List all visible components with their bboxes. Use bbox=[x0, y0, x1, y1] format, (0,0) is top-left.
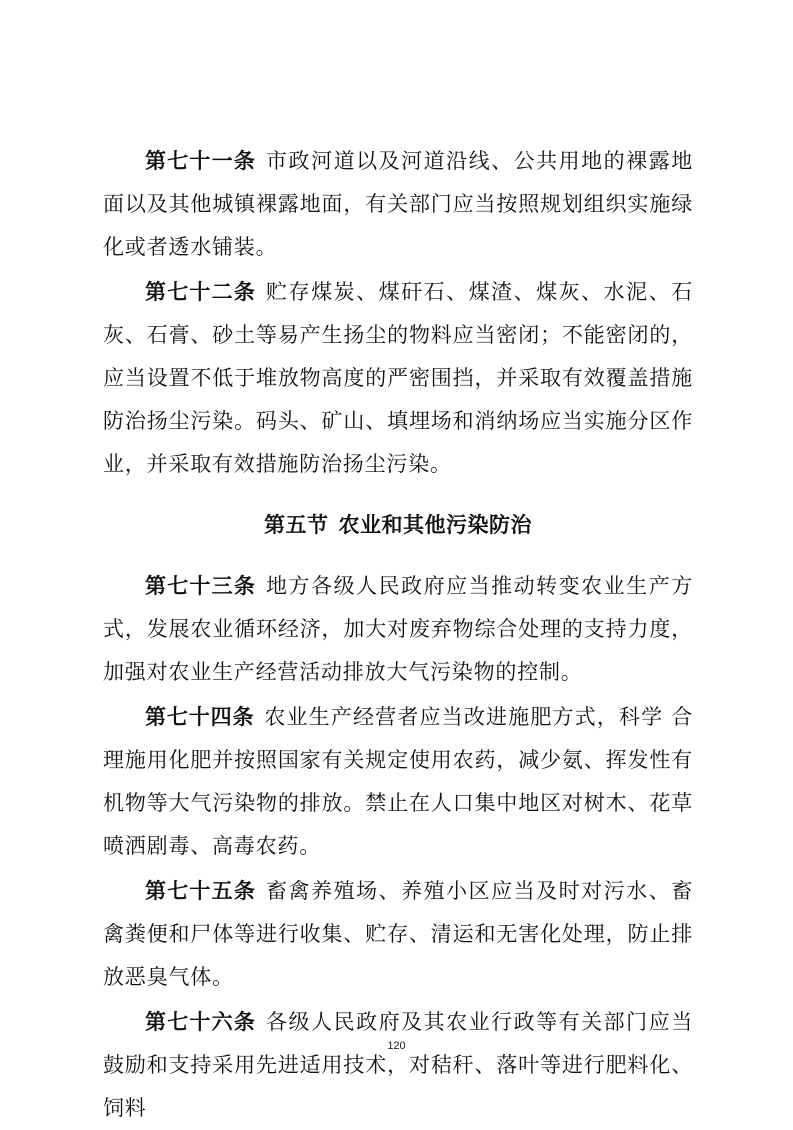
article-number: 第七十五条 bbox=[145, 879, 257, 903]
article-text: 地方各级人民政府应当推动转变农业生产方式，发展农业循环经济，加大对废弃物综合处理的支持力度，加强对农业生产经营活动排放大气污染物的控制。 bbox=[103, 574, 693, 684]
article-72 bbox=[103, 271, 693, 486]
article-number: 第七十二条 bbox=[145, 280, 257, 304]
article-74 bbox=[103, 696, 693, 868]
section-heading bbox=[103, 504, 693, 547]
article-76 bbox=[103, 1001, 693, 1130]
article-text: 市政河道以及河道沿线、公共用地的裸露地面以及其他城镇裸露地面，有关部门应当按照规划组织实施绿化或者透水铺装。 bbox=[103, 149, 693, 259]
section-label: 第五节 bbox=[264, 513, 329, 537]
article-text: 农业生产经营者应当改进施肥方式，科学 合理施用化肥并按照国家有关规定使用农药，减少氨、挥发性有机物等大气污染物的排放。禁止在人口集中地区对树木、花草喷洒剧毒、高毒农药。 bbox=[103, 705, 693, 858]
document-body bbox=[103, 140, 693, 1130]
article-text: 各级人民政府及其农业行政等有关部门应当鼓励和支持采用先进适用技术，对秸秆、落叶等进行肥料化、饲料 bbox=[103, 1010, 693, 1120]
article-number: 第七十四条 bbox=[145, 705, 255, 729]
article-text: 贮存煤炭、煤矸石、煤渣、煤灰、水泥、石灰、石膏、砂土等易产生扬尘的物料应当密闭；不能密闭的，应当设置不低于堆放物高度的严密围挡，并采取有效覆盖措施防治扬尘污染。码头、矿山、填埋场和消纳场应当实施分区作业，并采取有效措施防治扬尘污染。 bbox=[103, 280, 693, 476]
article-75 bbox=[103, 870, 693, 999]
page-number: 120 bbox=[387, 1040, 406, 1052]
article-number: 第七十六条 bbox=[145, 1010, 257, 1034]
article-73 bbox=[103, 565, 693, 694]
article-text: 畜禽养殖场、养殖小区应当及时对污水、畜禽粪便和尸体等进行收集、贮存、清运和无害化处理，防止排放恶臭气体。 bbox=[103, 879, 693, 989]
article-71 bbox=[103, 140, 693, 269]
article-number: 第七十三条 bbox=[145, 574, 257, 598]
article-number: 第七十一条 bbox=[145, 149, 257, 173]
section-title: 农业和其他污染防治 bbox=[338, 513, 532, 537]
